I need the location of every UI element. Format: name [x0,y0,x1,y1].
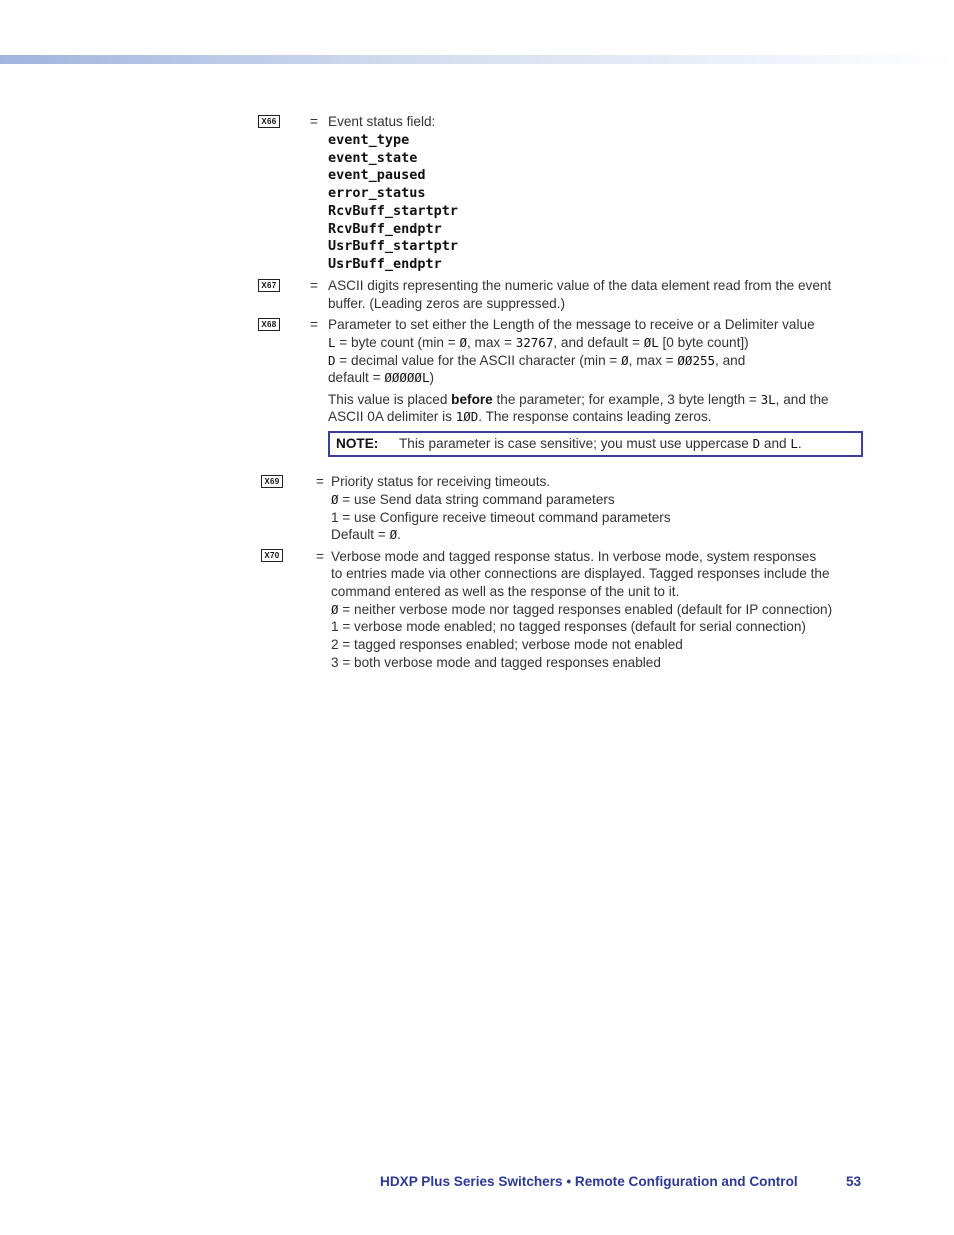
x69-description: Priority status for receiving timeouts. [331,474,551,489]
x69-option-0: Ø = use Send data string command parameters [331,492,615,507]
x66-field: error_status [328,185,426,201]
x70-line-3: command entered as well as the response of the unit to it. [331,584,680,599]
x68-badge: X68 [258,318,280,331]
x66-field: event_paused [328,167,426,183]
x70-option-3: 3 = both verbose mode and tagged responses enabled [331,655,661,670]
x69-badge: X69 [261,475,283,488]
x67-line-2: buffer. (Leading zeros are suppressed.) [328,296,566,311]
x68-line-4: default = ØØØØØL) [328,370,434,385]
x67-badge: X67 [258,279,280,292]
note-box [328,431,863,457]
header-bar [0,55,954,64]
footer-title: HDXP Plus Series Switchers • Remote Configuration and Control [380,1174,798,1189]
x66-field: event_type [328,132,410,148]
x68-para-2: ASCII 0A delimiter is 1ØD. The response contains leading zeros. [328,409,712,424]
x66-field: RcvBuff_endptr [328,221,442,237]
x68-equals: = [310,317,318,332]
x66-description: Event status field: [328,114,436,129]
x66-equals: = [310,114,318,129]
x70-line-2: to entries made via other connections are displayed. Tagged responses include the [331,566,830,581]
x66-field: RcvBuff_startptr [328,203,459,219]
x67-line-1: ASCII digits representing the numeric value of the data element read from the event [328,278,832,293]
x66-field: UsrBuff_endptr [328,256,442,272]
x67-equals: = [310,278,318,293]
x69-equals: = [316,474,324,489]
x68-line-3: D = decimal value for the ASCII character (min = Ø, max = ØØ255, and [328,353,746,368]
x70-option-0: Ø = neither verbose mode nor tagged responses enabled (default for IP connection) [331,602,833,617]
x68-para-1: This value is placed before the parameter; for example, 3 byte length = 3L, and the [328,392,829,407]
page-number: 53 [846,1174,862,1189]
x66-field: UsrBuff_startptr [328,238,459,254]
x70-option-2: 2 = tagged responses enabled; verbose mode not enabled [331,637,683,652]
note-text: This parameter is case sensitive; you must use uppercase D and L. [399,436,802,451]
x68-line-2: L = byte count (min = Ø, max = 32767, and default = ØL [0 byte count]) [328,335,749,350]
x70-line-1: Verbose mode and tagged response status. In verbose mode, system responses [331,549,817,564]
note-label: NOTE: [336,436,379,451]
x70-option-1: 1 = verbose mode enabled; no tagged responses (default for serial connection) [331,619,806,634]
x69-default: Default = Ø. [331,527,401,542]
x66-badge: X66 [258,115,280,128]
x68-line-1: Parameter to set either the Length of the message to receive or a Delimiter value [328,317,815,332]
x70-equals: = [316,549,324,564]
x69-option-1: 1 = use Configure receive timeout command parameters [331,510,671,525]
x70-badge: X70 [261,549,283,562]
x66-field: event_state [328,150,418,166]
